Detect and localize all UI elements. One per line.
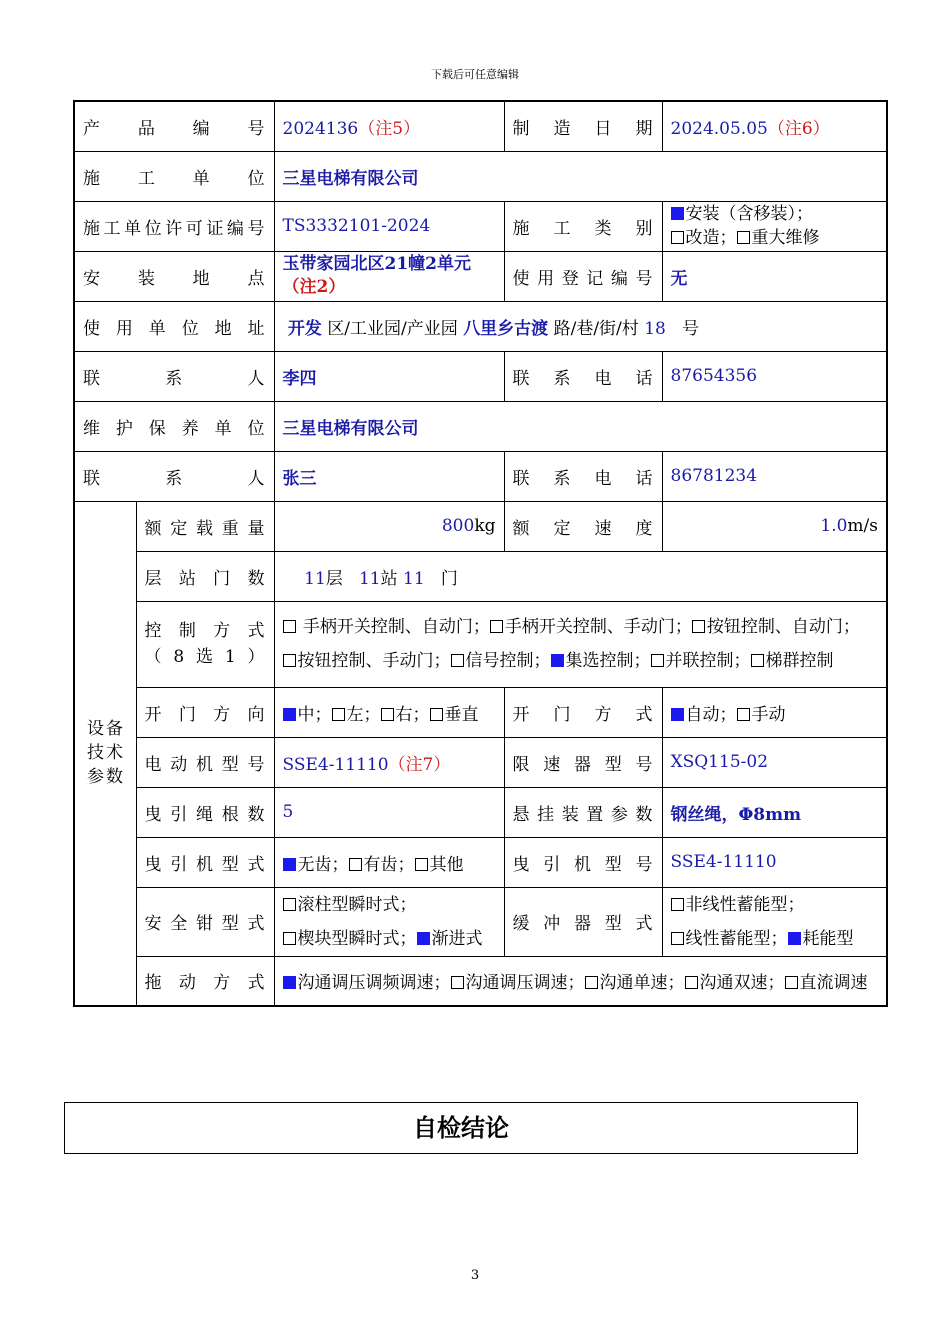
row-machine — [74, 837, 887, 887]
checkbox-checked-icon — [551, 654, 564, 667]
value-door-mode: 自动； 手动 — [662, 687, 887, 737]
label-ropes: 曳引绳根数 — [136, 787, 274, 837]
value-phone2: 86781234 — [662, 451, 887, 501]
checkbox-icon — [751, 654, 764, 667]
value-contact2: 张三 — [274, 451, 504, 501]
label-contact2: 联系人 — [74, 451, 274, 501]
row-license — [74, 201, 887, 251]
row-safety-buffer — [74, 887, 887, 956]
value-machine-model: SSE4-11110 — [662, 837, 887, 887]
label-mfg-date: 制造日期 — [504, 101, 662, 151]
label-phone1: 联系电话 — [504, 351, 662, 401]
value-machine-type: 无齿； 有齿； 其他 — [274, 837, 504, 887]
label-governor: 限速器型号 — [504, 737, 662, 787]
row-door — [74, 687, 887, 737]
value-door-dir: 中； 左； 右； 垂直 — [274, 687, 504, 737]
label-control: 控制方式 （8选1） — [136, 601, 274, 687]
header-note: 下载后可任意编辑 — [431, 68, 519, 81]
checkbox-checked-icon — [283, 976, 296, 989]
label-speed: 额定速度 — [504, 501, 662, 551]
label-license: 施工单位许可证编号 — [74, 201, 274, 251]
label-work-type: 施工类别 — [504, 201, 662, 251]
value-install-site: 玉带家园北区21幢2单元（注2） — [274, 251, 504, 301]
value-contact1: 李四 — [274, 351, 504, 401]
label-door-mode: 开门方式 — [504, 687, 662, 737]
checkbox-icon — [671, 898, 684, 911]
checkbox-icon — [451, 976, 464, 989]
label-install-site: 安装地点 — [74, 251, 274, 301]
checkbox-checked-icon — [283, 858, 296, 871]
checkbox-icon — [415, 858, 428, 871]
checkbox-icon — [671, 932, 684, 945]
value-load: 800kg — [274, 501, 504, 551]
label-reg-no: 使用登记编号 — [504, 251, 662, 301]
row-install-site — [74, 251, 887, 301]
checkbox-icon — [283, 932, 296, 945]
row-ropes — [74, 787, 887, 837]
checkbox-icon — [430, 708, 443, 721]
label-user-address: 使用单位地址 — [74, 301, 274, 351]
tech-group-label: 设备技术参数 — [74, 501, 136, 1006]
row-floors — [74, 551, 887, 601]
value-safety-gear: 滚柱型瞬时式； 楔块型瞬时式； 渐进式 — [274, 887, 504, 956]
value-user-address: 开发 区/工业园/产业园 八里乡古渡 路/巷/街/村 18 号 — [274, 301, 887, 351]
value-mfg-date: 2024.05.05（注6） — [662, 101, 887, 151]
conclusion-title: 自检结论 — [64, 1102, 858, 1154]
value-motor: SSE4-11110（注7） — [274, 737, 504, 787]
value-buffer: 非线性蓄能型； 线性蓄能型； 耗能型 — [662, 887, 887, 956]
label-product-no: 产品编号 — [74, 101, 274, 151]
checkbox-icon — [671, 231, 684, 244]
label-suspension: 悬挂装置参数 — [504, 787, 662, 837]
checkbox-icon — [381, 708, 394, 721]
checkbox-checked-icon — [283, 708, 296, 721]
row-contact1 — [74, 351, 887, 401]
label-motor: 电动机型号 — [136, 737, 274, 787]
value-floors: 11层 11站 11 门 — [274, 551, 887, 601]
checkbox-icon — [685, 976, 698, 989]
label-load: 额定载重量 — [136, 501, 274, 551]
label-floors: 层站门数 — [136, 551, 274, 601]
label-machine-model: 曳引机型号 — [504, 837, 662, 887]
value-contractor: 三星电梯有限公司 — [274, 151, 887, 201]
checkbox-icon — [332, 708, 345, 721]
label-machine-type: 曳引机型式 — [136, 837, 274, 887]
checkbox-icon — [692, 620, 705, 633]
value-ropes: 5 — [274, 787, 504, 837]
label-contact1: 联系人 — [74, 351, 274, 401]
checkbox-icon — [283, 898, 296, 911]
value-suspension: 钢丝绳，Φ8mm — [662, 787, 887, 837]
checkbox-checked-icon — [671, 708, 684, 721]
checkbox-icon — [283, 654, 296, 667]
checkbox-icon — [451, 654, 464, 667]
value-maint: 三星电梯有限公司 — [274, 401, 887, 451]
row-motor — [74, 737, 887, 787]
value-governor: XSQ115-02 — [662, 737, 887, 787]
label-phone2: 联系电话 — [504, 451, 662, 501]
row-contractor — [74, 151, 887, 201]
checkbox-checked-icon — [671, 207, 684, 220]
value-product-no: 2024136（注5） — [274, 101, 504, 151]
row-contact2 — [74, 451, 887, 501]
row-control — [74, 601, 887, 687]
row-maint — [74, 401, 887, 451]
value-control: 手柄开关控制、自动门； 手柄开关控制、手动门； 按钮控制、自动门； 按钮控制、手动门； 信号控制； 集选控制； 并联控制； 梯群控制 — [274, 601, 887, 687]
checkbox-icon — [651, 654, 664, 667]
value-drive: 沟通调压调频调速； 沟通调压调速； 沟通单速； 沟通双速； 直流调速 — [274, 956, 887, 1006]
row-load-speed — [74, 501, 887, 551]
value-speed: 1.0m/s — [662, 501, 887, 551]
elevator-info-table — [73, 100, 888, 1007]
checkbox-icon — [283, 620, 296, 633]
checkbox-icon — [737, 231, 750, 244]
checkbox-icon — [585, 976, 598, 989]
label-maint: 维护保养单位 — [74, 401, 274, 451]
checkbox-checked-icon — [788, 932, 801, 945]
label-contractor: 施工单位 — [74, 151, 274, 201]
label-buffer: 缓冲器型式 — [504, 887, 662, 956]
row-product — [74, 101, 887, 151]
checkbox-icon — [737, 708, 750, 721]
value-work-type: 安装（含移装）； 改造； 重大维修 — [662, 201, 887, 251]
label-drive: 拖动方式 — [136, 956, 274, 1006]
value-phone1: 87654356 — [662, 351, 887, 401]
label-door-dir: 开门方向 — [136, 687, 274, 737]
row-drive — [74, 956, 887, 1006]
value-license: TS3332101-2024 — [274, 201, 504, 251]
checkbox-icon — [349, 858, 362, 871]
checkbox-icon — [490, 620, 503, 633]
checkbox-icon — [785, 976, 798, 989]
page-number: 3 — [470, 1268, 480, 1283]
value-reg-no: 无 — [662, 251, 887, 301]
label-safety-gear: 安全钳型式 — [136, 887, 274, 956]
row-user-address — [74, 301, 887, 351]
checkbox-checked-icon — [417, 932, 430, 945]
